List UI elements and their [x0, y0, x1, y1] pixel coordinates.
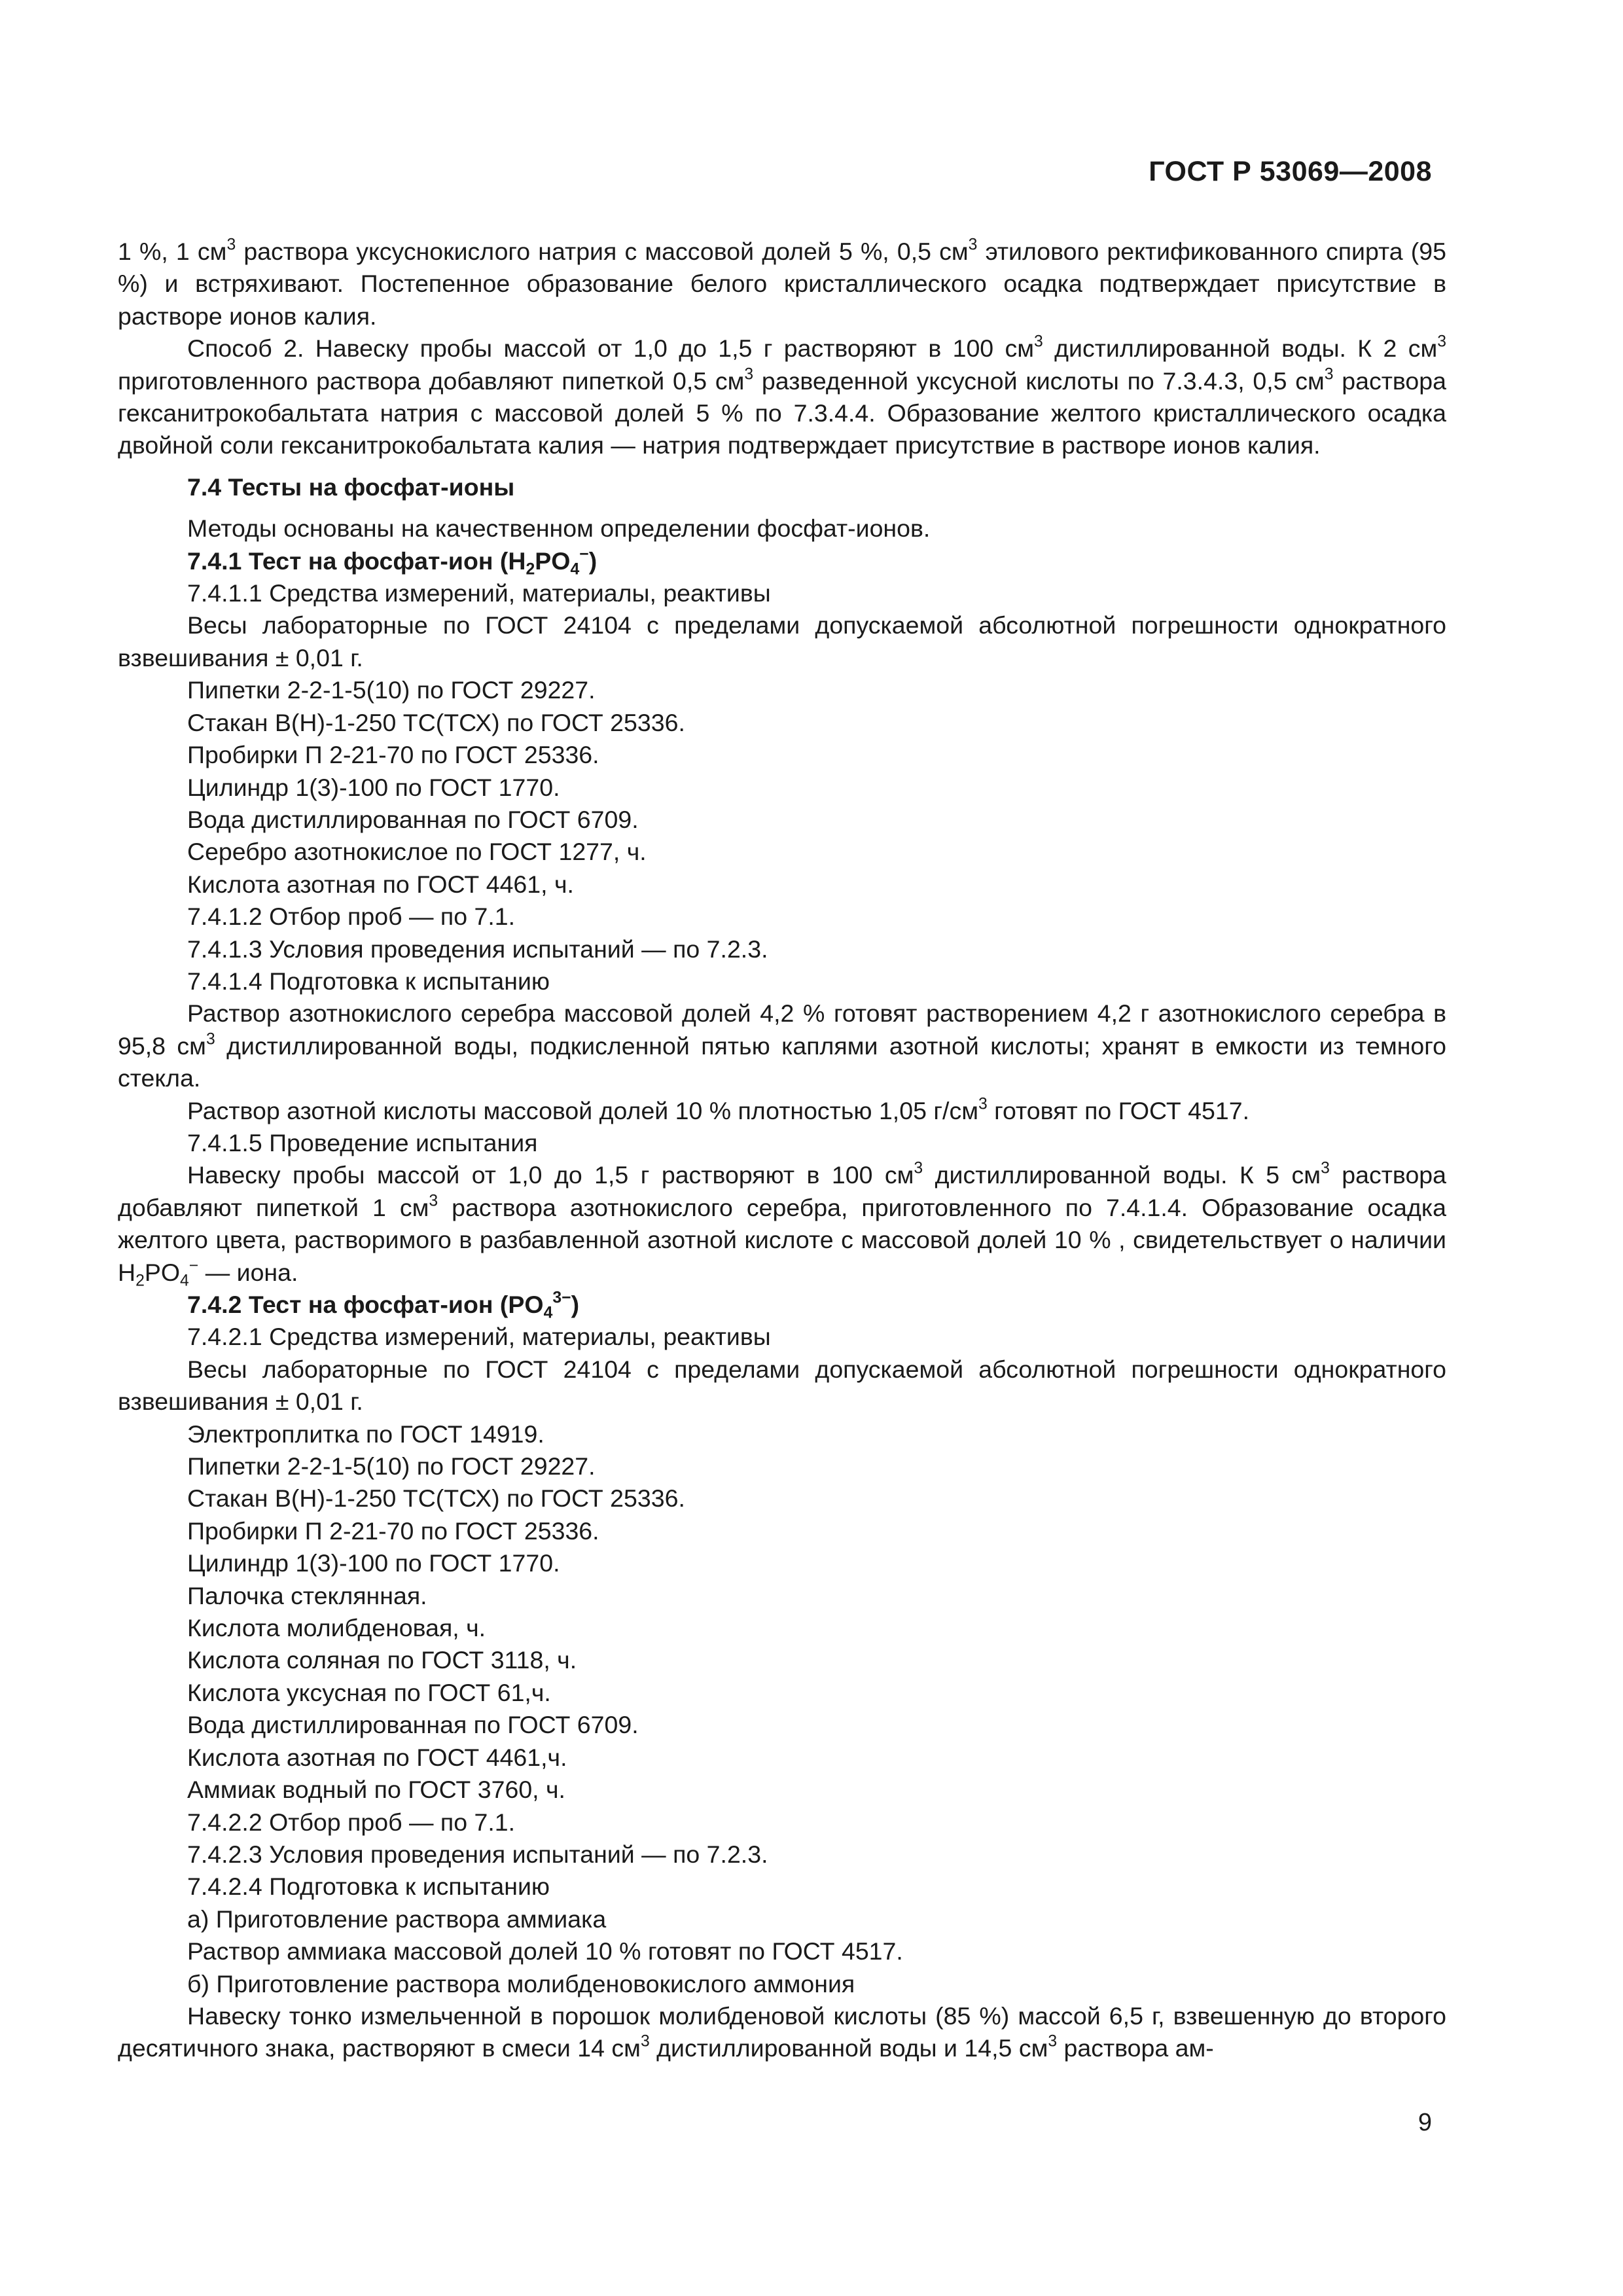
- list-item: Пробирки П 2-21-70 по ГОСТ 25336.: [187, 741, 599, 769]
- paragraph-potassium-method2: Способ 2. Навеску пробы массой от 1,0 до 1,5 г растворяют в 100 $см^3$ дистиллированной воды. К 2 $см^3$ приготовленного раствора добавляют пипеткой 0,5 $см^3$ разведенной уксусной кислоты по 7.3.4.3, 0,5 $см^3$ раствора гексанитрокобальтата натрия с массовой долей 5 % по 7.3.4.4. Образование желтого кристаллического осадка двойной соли гексанитрокобальтата калия — натрия подтверждает присутствие в растворе ионов калия.: [118, 332, 1446, 459]
- list-item: а) Приготовление раствора аммиака: [187, 1905, 607, 1933]
- paragraph-scales: Весы лабораторные по ГОСТ 24104 с пределами допускаемой абсолютной погрешности однократного взвешивания ± 0,01 г.: [118, 1355, 1446, 1416]
- list-item: 7.4.2.4 Подготовка к испытанию: [187, 1873, 550, 1901]
- list-item: Раствор аммиака массовой долей 10 % готовят по ГОСТ 4517.: [187, 1937, 903, 1965]
- list-item: б) Приготовление раствора молибденовокислого аммония: [187, 1969, 855, 1998]
- list-item: Кислота азотная по ГОСТ 4461, ч.: [187, 870, 574, 898]
- section-heading-7-4-1: 7.4.1 Тест на фосфат-ион $(H_2PO_4^-)$: [187, 545, 597, 579]
- list-item: Палочка стеклянная.: [187, 1581, 427, 1609]
- list-item: 7.4.2.3 Условия проведения испытаний — по 7.2.3.: [187, 1840, 768, 1868]
- list-item: Кислота соляная по ГОСТ 3118, ч.: [187, 1646, 577, 1674]
- list-item: Пипетки 2-2-1-5(10) по ГОСТ 29227.: [187, 1452, 596, 1480]
- list-item: Серебро азотнокислое по ГОСТ 1277, ч.: [187, 838, 647, 866]
- list-item: Электроплитка по ГОСТ 14919.: [187, 1420, 544, 1448]
- paragraph-potassium-method1-end: 1 %, 1 $см^3$ раствора уксуснокислого натрия с массовой долей 5 %, 0,5 $см^3$ этилового ректификованного спирта (95 %) и встряхивают. Постепенное образование белого кристаллического осадка подтверждает присутствие в растворе ионов калия.: [118, 236, 1446, 330]
- paragraph-test-procedure: Навеску пробы массой от 1,0 до 1,5 г растворяют в 100 $см^3$ дистиллированной воды. К 5 $см^3$ раствора добавляют пипеткой 1 $см^3$ раствора азотнокислого серебра, приготовленного по 7.4.1.4. Образование осадка желтого цвета, растворимого в разбавленной азотной кислоте с массовой долей 10 % , свидетельствует о наличии $H_2PO_4^-$ — иона.: [118, 1160, 1447, 1290]
- list-item: 7.4.1.4 Подготовка к испытанию: [187, 967, 550, 995]
- list-item: Цилиндр 1(3)-100 по ГОСТ 1770.: [187, 773, 560, 801]
- section-heading-7-4-2: 7.4.2 Тест на фосфат-ион $(PO_4^{3-})$: [187, 1289, 580, 1322]
- subsection-7-4-2-1: 7.4.2.1 Средства измерений, материалы, реактивы: [187, 1323, 771, 1351]
- list-item: Аммиак водный по ГОСТ 3760, ч.: [187, 1776, 565, 1804]
- list-item: 7.4.1.3 Условия проведения испытаний — по 7.2.3.: [187, 935, 768, 963]
- section-heading-7-4: 7.4 Тесты на фосфат-ионы: [187, 473, 515, 501]
- paragraph-silver-nitrate-solution: Раствор азотнокислого серебра массовой долей 4,2 % готовят растворением 4,2 г азотнокислого серебра в 95,8 $см^3$ дистиллированной воды, подкисленной пятью каплями азотной кислоты; хранят в емкости из темного стекла.: [118, 999, 1446, 1092]
- paragraph-scales: Весы лабораторные по ГОСТ 24104 с пределами допускаемой абсолютной погрешности однократного взвешивания ± 0,01 г.: [118, 611, 1446, 672]
- paragraph-molybdic-acid: Навеску тонко измельченной в порошок молибденовой кислоты (85 %) массой 6,5 г, взвешенную до второго десятичного знака, растворяют в смеси 14 $см^3$ дистиллированной воды и 14,5 $см^3$ раствора ам-: [118, 2001, 1446, 2062]
- list-item: 7.4.2.2 Отбор проб — по 7.1.: [187, 1808, 516, 1836]
- list-item: Вода дистиллированная по ГОСТ 6709.: [187, 1711, 639, 1739]
- document-body: [118, 236, 1446, 2065]
- list-item: Пипетки 2-2-1-5(10) по ГОСТ 29227.: [187, 676, 596, 704]
- list-item: Стакан В(Н)-1-250 ТС(ТСХ) по ГОСТ 25336.: [187, 708, 685, 736]
- section-intro: Методы основаны на качественном определении фосфат-ионов.: [187, 514, 931, 543]
- list-item: Вода дистиллированная по ГОСТ 6709.: [187, 805, 639, 833]
- list-item: 7.4.1.2 Отбор проб — по 7.1.: [187, 903, 516, 931]
- list-item: Кислота азотная по ГОСТ 4461,ч.: [187, 1743, 567, 1771]
- list-item: Цилиндр 1(3)-100 по ГОСТ 1770.: [187, 1549, 560, 1577]
- document-code: ГОСТ Р 53069—2008: [1149, 156, 1432, 187]
- paragraph-nitric-acid-solution: Раствор азотной кислоты массовой долей 10 % плотностью 1,05 $г/см^3$ готовят по ГОСТ 4517.: [187, 1095, 1250, 1124]
- list-item: Стакан В(Н)-1-250 ТС(ТСХ) по ГОСТ 25336.: [187, 1484, 685, 1513]
- list-item: Кислота молибденовая, ч.: [187, 1614, 486, 1642]
- subsection-7-4-1-1: 7.4.1.1 Средства измерений, материалы, реактивы: [187, 579, 771, 607]
- list-item: Пробирки П 2-21-70 по ГОСТ 25336.: [187, 1516, 599, 1545]
- subsection-7-4-1-5: 7.4.1.5 Проведение испытания: [187, 1128, 538, 1157]
- page-number: 9: [1418, 2109, 1432, 2136]
- list-item: Кислота уксусная по ГОСТ 61,ч.: [187, 1678, 551, 1706]
